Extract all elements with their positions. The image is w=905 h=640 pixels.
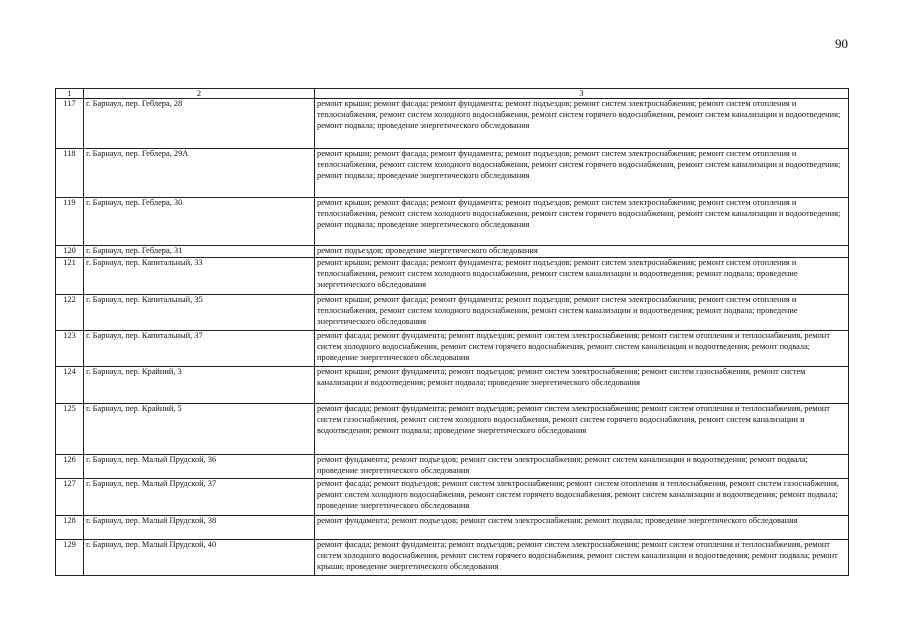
row-number: 122 bbox=[56, 295, 84, 331]
row-number: 127 bbox=[56, 479, 84, 516]
row-number: 117 bbox=[56, 99, 84, 149]
row-address: г. Барнаул, пер. Малый Прудской, 40 bbox=[84, 540, 315, 576]
table-row bbox=[56, 258, 849, 295]
row-address: г. Барнаул, пер. Малый Прудской, 37 bbox=[84, 479, 315, 516]
row-number: 123 bbox=[56, 331, 84, 367]
row-number: 120 bbox=[56, 246, 84, 258]
table-row bbox=[56, 99, 849, 149]
row-works: ремонт крыши; ремонт фасада; ремонт фундамента; ремонт подъездов; ремонт систем электроснабжения; ремонт систем отопления и теплоснабжения, ремонт систем холодного водоснабжения, ремонт систем горячего водоснабжения, ремонт систем канализации и водоотведения; ремонт подвала; проведение энергетического обследования bbox=[315, 149, 849, 198]
row-works: ремонт крыши; ремонт фасада; ремонт фундамента; ремонт подъездов; ремонт систем электроснабжения; ремонт систем отопления и теплоснабжения, ремонт систем холодного водоснабжения, ремонт систем канализации и водоотведения; ремонт подвала; проведение энергетического обследования bbox=[315, 258, 849, 295]
row-works: ремонт фундамента; ремонт подъездов; ремонт систем электроснабжения; ремонт подвала; проведение энергетического обследования bbox=[315, 516, 849, 540]
row-address: г. Барнаул, пер. Геблера, 30 bbox=[84, 198, 315, 246]
row-number: 126 bbox=[56, 455, 84, 479]
row-works: ремонт фасада; ремонт фундамента; ремонт подъездов; ремонт систем электроснабжения; ремонт систем отопления и теплоснабжения, ремонт систем холодного водоснабжения, ремонт систем горячего водоснабжения, ремонт систем канализации и водоотведения; ремонт подвала; ремонт крыши; проведение энергетического обследования bbox=[315, 540, 849, 576]
table-row bbox=[56, 149, 849, 198]
table-row bbox=[56, 404, 849, 455]
table-row bbox=[56, 479, 849, 516]
row-address: г. Барнаул, пер. Капитальный, 33 bbox=[84, 258, 315, 295]
column-header-works: 3 bbox=[315, 89, 849, 99]
column-header-number: 1 bbox=[56, 89, 84, 99]
table-row bbox=[56, 540, 849, 576]
table-header-row bbox=[56, 89, 849, 99]
table-row bbox=[56, 246, 849, 258]
row-works: ремонт крыши; ремонт фундамента; ремонт подъездов; ремонт систем электроснабжения; ремонт систем газоснабжения, ремонт систем канализации и водоотведения; ремонт подвала; проведение энергетического обследования bbox=[315, 367, 849, 404]
row-number: 124 bbox=[56, 367, 84, 404]
table-row bbox=[56, 455, 849, 479]
row-number: 125 bbox=[56, 404, 84, 455]
row-address: г. Барнаул, пер. Малый Прудской, 38 bbox=[84, 516, 315, 540]
row-works: ремонт подъездов; проведение энергетического обследования bbox=[315, 246, 849, 258]
table-row bbox=[56, 367, 849, 404]
row-number: 118 bbox=[56, 149, 84, 198]
table-row bbox=[56, 331, 849, 367]
row-number: 119 bbox=[56, 198, 84, 246]
row-number: 121 bbox=[56, 258, 84, 295]
row-works: ремонт крыши; ремонт фасада; ремонт фундамента; ремонт подъездов; ремонт систем электроснабжения; ремонт систем отопления и теплоснабжения, ремонт систем холодного водоснабжения, ремонт систем горячего водоснабжения, ремонт систем канализации и водоотведения; ремонт подвала; проведение энергетического обследования bbox=[315, 99, 849, 149]
row-address: г. Барнаул, пер. Капитальный, 37 bbox=[84, 331, 315, 367]
column-header-address: 2 bbox=[84, 89, 315, 99]
row-address: г. Барнаул, пер. Геблера, 29А bbox=[84, 149, 315, 198]
row-address: г. Барнаул, пер. Крайний, 3 bbox=[84, 367, 315, 404]
row-address: г. Барнаул, пер. Геблера, 31 bbox=[84, 246, 315, 258]
row-number: 128 bbox=[56, 516, 84, 540]
row-address: г. Барнаул, пер. Крайний, 5 bbox=[84, 404, 315, 455]
row-address: г. Барнаул, пер. Геблера, 28 bbox=[84, 99, 315, 149]
row-address: г. Барнаул, пер. Капитальный, 35 bbox=[84, 295, 315, 331]
table-row bbox=[56, 295, 849, 331]
page-number: 90 bbox=[835, 36, 848, 51]
row-address: г. Барнаул, пер. Малый Прудской, 36 bbox=[84, 455, 315, 479]
table-row bbox=[56, 516, 849, 540]
table-row bbox=[56, 198, 849, 246]
row-works: ремонт фундамента; ремонт подъездов; ремонт систем электроснабжения; ремонт систем канализации и водоотведения; ремонт подвала; проведение энергетического обследования bbox=[315, 455, 849, 479]
row-works: ремонт крыши; ремонт фасада; ремонт фундамента; ремонт подъездов; ремонт систем электроснабжения; ремонт систем отопления и теплоснабжения, ремонт систем холодного водоснабжения, ремонт систем горячего водоснабжения, ремонт систем канализации и водоотведения; ремонт подвала; проведение энергетического обследования bbox=[315, 198, 849, 246]
row-works: ремонт крыши; ремонт фасада; ремонт фундамента; ремонт подъездов; ремонт систем электроснабжения; ремонт систем отопления и теплоснабжения, ремонт систем холодного водоснабжения, ремонт систем канализации и водоотведения; ремонт подвала; проведение энергетического обследования bbox=[315, 295, 849, 331]
row-works: ремонт фасада; ремонт подъездов; ремонт систем электроснабжения; ремонт систем отопления и теплоснабжения, ремонт систем газоснабжения, ремонт систем холодного водоснабжения, ремонт систем горячего водоснабжения, ремонт систем канализации и водоотведения; ремонт подвала; проведение энергетического обследования bbox=[315, 479, 849, 516]
row-number: 129 bbox=[56, 540, 84, 576]
row-works: ремонт фасада; ремонт фундамента; ремонт подъездов; ремонт систем электроснабжения; ремонт систем отопления и теплоснабжения, ремонт систем газоснабжения, ремонт систем холодного водоснабжения, ремонт систем горячего водоснабжения, ремонт систем канализации и водоотведения; ремонт подвала; проведение энергетического обследования bbox=[315, 404, 849, 455]
row-works: ремонт фасада; ремонт фундамента; ремонт подъездов; ремонт систем электроснабжения; ремонт систем отопления и теплоснабжения, ремонт систем холодного водоснабжения, ремонт систем горячего водоснабжения, ремонт систем канализации и водоотведения; ремонт подвала; проведение энергетического обследования bbox=[315, 331, 849, 367]
repair-program-table bbox=[55, 88, 849, 576]
